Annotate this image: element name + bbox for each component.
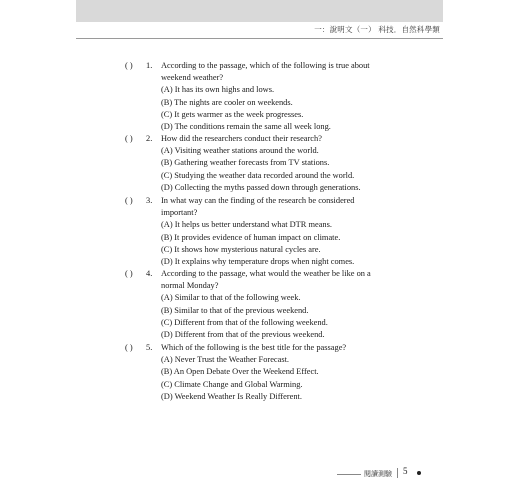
option-a: (A) It helps us better understand what DTR means.	[161, 220, 332, 230]
question-number: 1.	[146, 61, 153, 70]
option-a: (A) It has its own highs and lows.	[161, 85, 275, 95]
answer-blank[interactable]: ( )	[125, 61, 133, 70]
options-list	[161, 354, 401, 403]
option-b: (B) The nights are cooler on weekends.	[161, 97, 293, 107]
footer-dot-icon	[417, 471, 421, 475]
footer-divider	[397, 468, 398, 478]
option-c: (C) Different from that of the following weekend.	[161, 317, 328, 327]
question-stem: How did the researchers conduct their research?	[161, 134, 322, 143]
question-number: 3.	[146, 196, 153, 205]
answer-blank[interactable]: ( )	[125, 343, 133, 352]
footer-rule	[337, 474, 361, 475]
option-c: (C) It shows how mysterious natural cycles are.	[161, 244, 321, 254]
option-b: (B) It provides evidence of human impact on climate.	[161, 232, 341, 242]
options-list	[161, 292, 401, 341]
page-number: 5	[403, 466, 408, 476]
option-b: (B) Similar to that of the previous weekend.	[161, 305, 309, 315]
question-stem: According to the passage, what would the weather be like on a normal Monday?	[161, 269, 371, 291]
options-list	[161, 219, 401, 268]
section-title: 一：說明文（一） 科技．自然科學類	[314, 25, 440, 34]
option-d: (D) The conditions remain the same all week long.	[161, 122, 331, 131]
option-d: (D) Collecting the myths passed down through generations.	[161, 182, 361, 192]
option-c: (C) It gets warmer as the week progresses.	[161, 109, 304, 119]
option-a: (A) Never Trust the Weather Forecast.	[161, 355, 290, 365]
question-stem: In what way can the finding of the research be considered important?	[161, 196, 355, 218]
question-number: 4.	[146, 269, 153, 278]
option-b: (B) Gathering weather forecasts from TV stations.	[161, 158, 330, 168]
question-stem: Which of the following is the best title for the passage?	[161, 343, 347, 352]
option-d: (D) Different from that of the previous weekend.	[161, 330, 325, 339]
answer-blank[interactable]: ( )	[125, 196, 133, 205]
answer-blank[interactable]: ( )	[125, 269, 133, 278]
option-d: (D) Weekend Weather Is Really Different.	[161, 391, 302, 401]
header-band	[76, 0, 443, 22]
question-number: 5.	[146, 343, 153, 352]
options-list	[161, 84, 401, 133]
option-d: (D) It explains why temperature drops when night comes.	[161, 257, 355, 266]
footer-label: 閱讀測驗	[364, 470, 392, 478]
question-stem: According to the passage, which of the following is true about weekend weather?	[161, 61, 370, 83]
answer-blank[interactable]: ( )	[125, 134, 133, 143]
option-a: (A) Visiting weather stations around the world.	[161, 146, 319, 156]
option-c: (C) Climate Change and Global Warming.	[161, 379, 303, 389]
question-number: 2.	[146, 134, 153, 143]
option-c: (C) Studying the weather data recorded around the world.	[161, 170, 355, 180]
option-a: (A) Similar to that of the following week.	[161, 293, 301, 303]
option-b: (B) An Open Debate Over the Weekend Effect.	[161, 367, 319, 377]
header-rule	[76, 38, 443, 39]
options-list	[161, 145, 401, 194]
